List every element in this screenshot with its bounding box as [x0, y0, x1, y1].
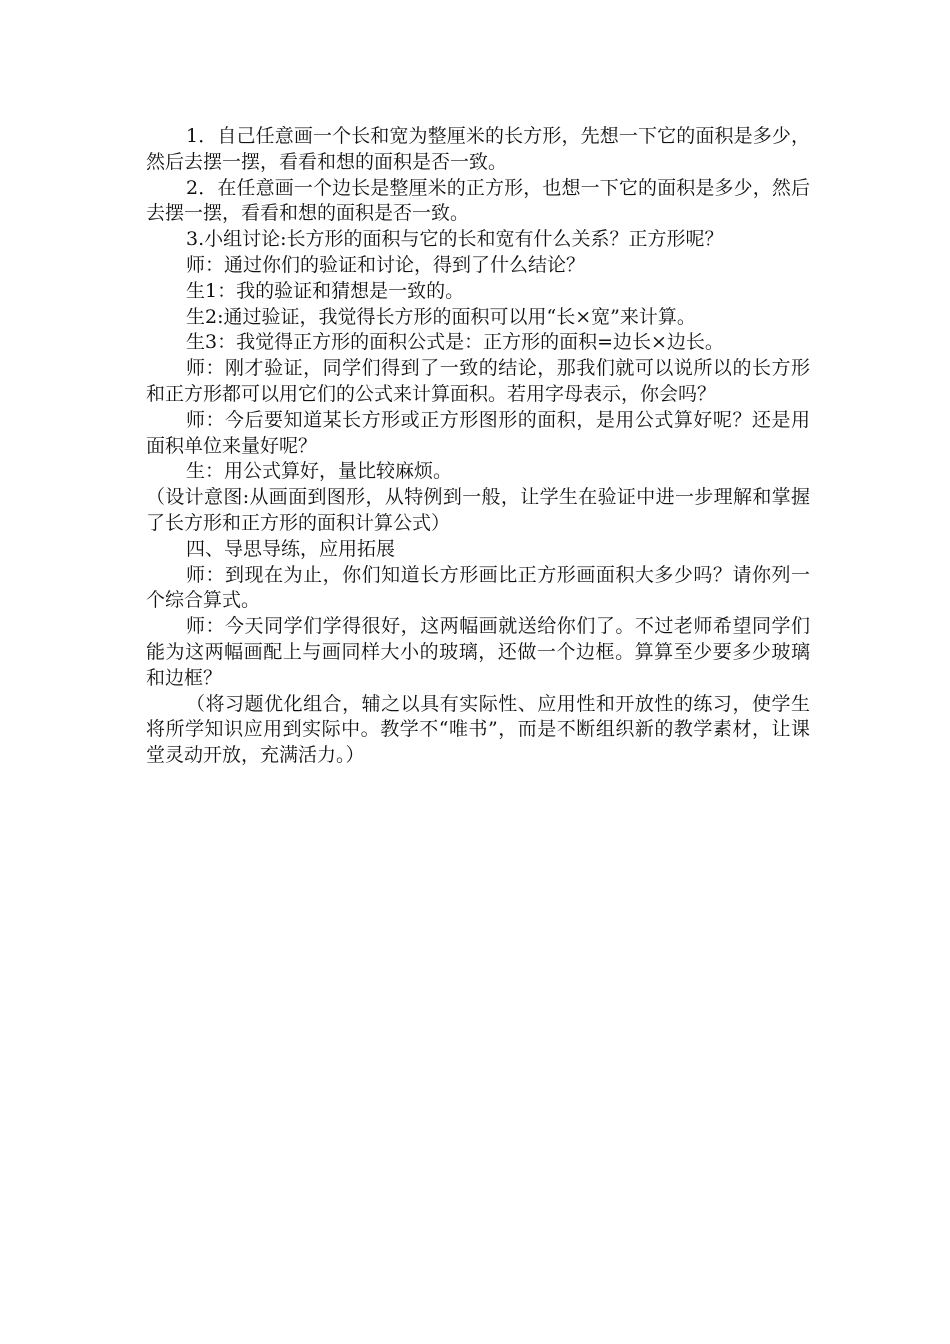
paragraph-step-2: 2．在任意画一个边长是整厘米的正方形，也想一下它的面积是多少，然后去摆一摆，看看和想的面积是否一致。	[146, 176, 810, 225]
paragraph-teacher-glass-frame: 师：今天同学们学得很好，这两幅画就送给你们了。不过老师希望同学们能为这两幅画配上与画同样大小的玻璃，还做一个边框。算算至少要多少玻璃和边框？	[146, 615, 810, 689]
paragraph-student-3: 生3：我觉得正方形的面积公式是：正方形的面积=边长×边长。	[186, 331, 724, 354]
document-body	[146, 124, 810, 769]
paragraph-student-2: 生2:通过验证，我觉得长方形的面积可以用“长×宽”来计算。	[186, 305, 696, 328]
section-heading-4: 四、导思导练，应用拓展	[186, 537, 396, 560]
paragraph-step-1: 1．自己任意画一个长和宽为整厘米的长方形，先想一下它的面积是多少，然后去摆一摆，看看和想的面积是否一致。	[146, 125, 810, 173]
paragraph-closing-note: （将习题优化组合，辅之以具有实际性、应用性和开放性的练习，使学生将所学知识应用到实际中。教学不“唯书”，而是不断组织新的教学素材，让课堂灵动开放，充满活力。）	[146, 692, 810, 767]
paragraph-student-answer: 生：用公式算好，量比较麻烦。	[186, 460, 453, 483]
paragraph-design-intent: （设计意图:从画面到图形，从特例到一般，让学生在验证中进一步理解和掌握了长方形和正方形的面积计算公式）	[146, 486, 810, 534]
paragraph-teacher-comparison: 师：到现在为止，你们知道长方形画比正方形画面积大多少吗？请你列一个综合算式。	[146, 563, 810, 612]
paragraph-teacher-formula-question: 师：今后要知道某长方形或正方形图形的面积，是用公式算好呢？还是用面积单位来量好呢？	[146, 408, 810, 457]
paragraph-student-1: 生1：我的验证和猜想是一致的。	[186, 279, 465, 302]
paragraph-teacher-conclusion: 师：刚才验证，同学们得到了一致的结论，那我们就可以说所以的长方形和正方形都可以用它们的公式来计算面积。若用字母表示，你会吗？	[146, 357, 810, 405]
paragraph-step-3: 3.小组讨论:长方形的面积与它的长和宽有什么关系？正方形呢？	[186, 228, 724, 251]
paragraph-teacher-question: 师：通过你们的验证和讨论，得到了什么结论？	[186, 253, 586, 276]
